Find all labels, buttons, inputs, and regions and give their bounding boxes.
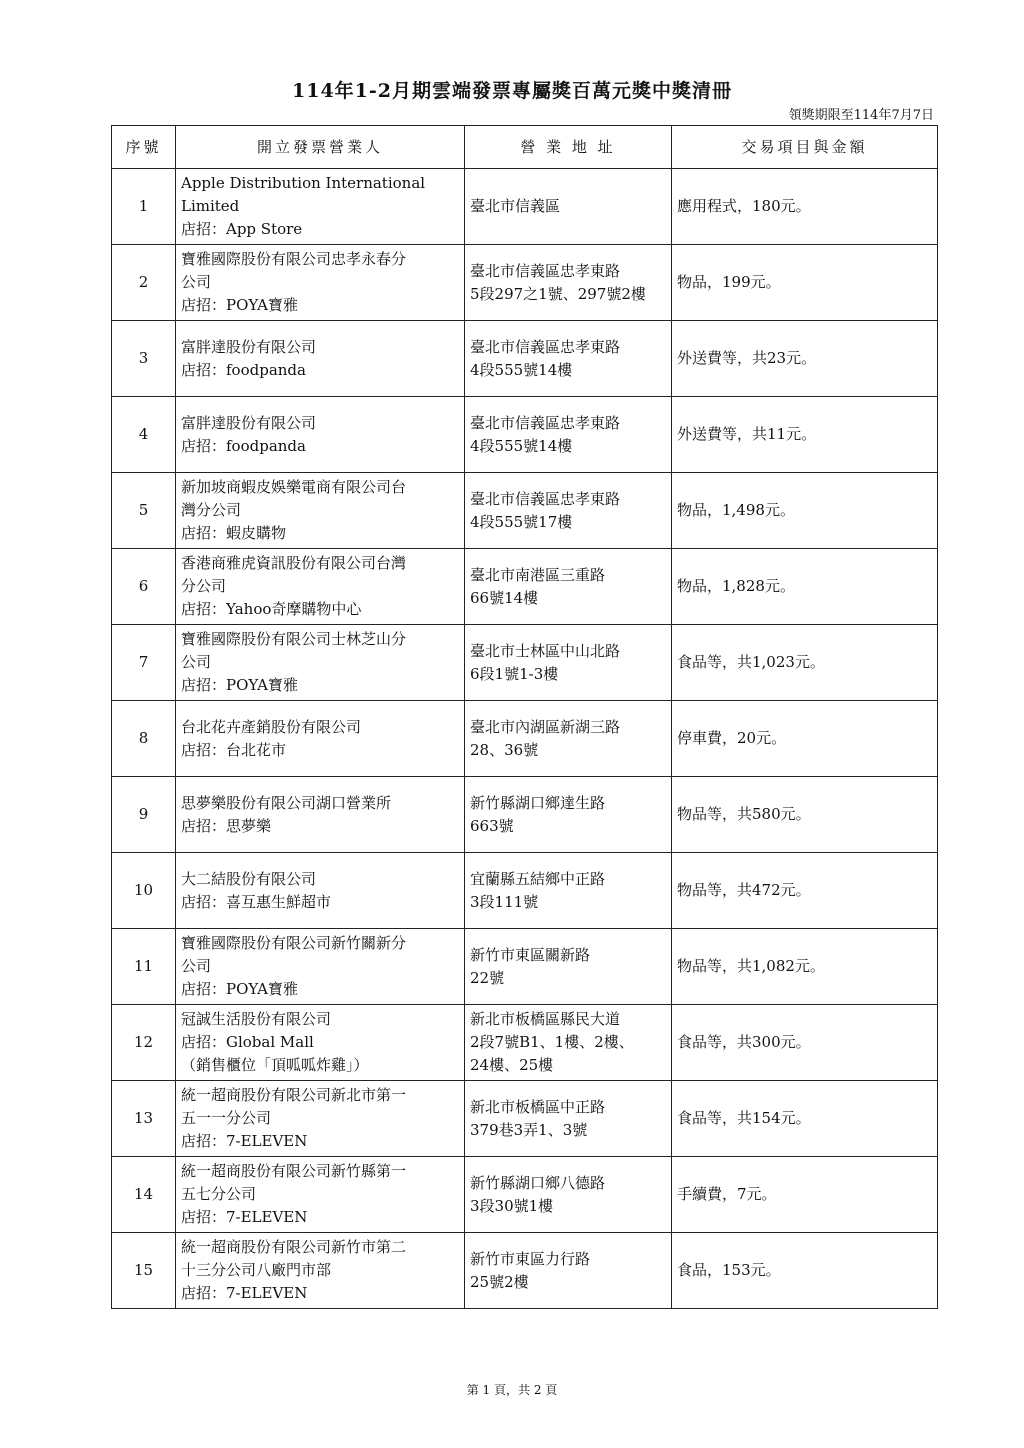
table-row	[112, 245, 938, 321]
address-cell	[465, 1005, 672, 1081]
address-line: 22號	[470, 968, 505, 987]
merchant-cell	[176, 397, 465, 473]
address-cell	[465, 1081, 672, 1157]
address-line: 66號14樓	[470, 588, 539, 607]
merchant-line: 店招：台北花市	[181, 740, 287, 759]
table-row	[112, 929, 938, 1005]
address-line: 臺北市信義區忠孝東路	[470, 413, 621, 432]
item-amount-cell: 物品等，共1,082元。	[672, 929, 938, 1005]
merchant-line: 店招：App Store	[181, 220, 303, 238]
address-line: 3段30號1樓	[470, 1196, 554, 1215]
merchant-line: 五七分公司	[181, 1185, 257, 1203]
address-line: 6段1號1-3樓	[470, 664, 559, 683]
table-row	[112, 397, 938, 473]
address-line: 379巷3弄1、3號	[470, 1120, 588, 1139]
address-cell	[465, 777, 672, 853]
merchant-line: 店招：7-ELEVEN	[181, 1284, 308, 1302]
merchant-line: 店招：Yahoo奇摩購物中心	[181, 600, 362, 618]
address-cell	[465, 625, 672, 701]
address-line: 臺北市南港區三重路	[470, 565, 606, 584]
claim-deadline: 領獎期限至114年7月7日	[788, 108, 934, 123]
page-title: 114年1-2月期雲端發票專屬獎百萬元獎中獎清冊	[292, 80, 732, 102]
address-line: 新竹縣湖口鄉達生路	[470, 793, 606, 812]
table-row	[112, 1233, 938, 1309]
item-amount-cell: 物品等，共580元。	[672, 777, 938, 853]
merchant-line: 統一超商股份有限公司新北市第一	[181, 1086, 407, 1104]
table-row	[112, 777, 938, 853]
merchant-line: 店招：思夢樂	[181, 816, 272, 835]
merchant-line: 分公司	[181, 577, 227, 595]
row-number: 13	[112, 1081, 176, 1157]
merchant-cell	[176, 1233, 465, 1309]
address-line: 宜蘭縣五結鄉中正路	[470, 869, 606, 888]
row-number: 2	[112, 245, 176, 321]
merchant-line: 店招：7-ELEVEN	[181, 1132, 308, 1150]
merchant-cell	[176, 625, 465, 701]
address-line: 663號	[470, 816, 514, 835]
item-amount-cell: 手續費，7元。	[672, 1157, 938, 1233]
address-line: 新北市板橋區中正路	[470, 1097, 606, 1116]
item-amount-cell: 食品等，共154元。	[672, 1081, 938, 1157]
merchant-cell	[176, 169, 465, 245]
table-header-row	[112, 126, 938, 169]
merchant-cell	[176, 1005, 465, 1081]
address-line: 新北市板橋區縣民大道	[470, 1010, 621, 1028]
address-line: 新竹市東區力行路	[470, 1249, 591, 1268]
row-number: 15	[112, 1233, 176, 1309]
row-number: 3	[112, 321, 176, 397]
address-line: 2段7號B1、1樓、2樓、	[470, 1033, 634, 1051]
header-seq: 序號	[112, 126, 176, 169]
table-row	[112, 853, 938, 929]
table-row	[112, 1005, 938, 1081]
merchant-cell	[176, 473, 465, 549]
address-line: 28、36號	[470, 740, 539, 759]
merchant-cell	[176, 321, 465, 397]
merchant-line: 統一超商股份有限公司新竹縣第一	[181, 1162, 407, 1180]
merchant-line: 大二結股份有限公司	[181, 869, 317, 888]
row-number: 9	[112, 777, 176, 853]
address-line: 3段111號	[470, 892, 539, 911]
merchant-cell	[176, 245, 465, 321]
row-number: 7	[112, 625, 176, 701]
row-number: 8	[112, 701, 176, 777]
row-number: 5	[112, 473, 176, 549]
address-line: 臺北市內湖區新湖三路	[470, 717, 621, 736]
merchant-line: （銷售櫃位「頂呱呱炸雞」）	[181, 1056, 369, 1074]
address-line: 25號2樓	[470, 1272, 529, 1291]
merchant-line: 店招：喜互惠生鮮超市	[181, 892, 332, 911]
merchant-line: 公司	[181, 653, 212, 671]
merchant-line: Limited	[181, 197, 240, 215]
header-merchant: 開立發票營業人	[176, 126, 465, 169]
address-line: 新竹市東區關新路	[470, 945, 591, 964]
item-amount-cell: 應用程式，180元。	[672, 169, 938, 245]
table-row	[112, 625, 938, 701]
table-row	[112, 169, 938, 245]
header-address: 營 業 地 址	[465, 126, 672, 169]
merchant-line: 灣分公司	[181, 501, 242, 519]
address-cell	[465, 473, 672, 549]
merchant-line: 思夢樂股份有限公司湖口營業所	[181, 793, 392, 812]
merchant-cell	[176, 777, 465, 853]
merchant-line: 富胖達股份有限公司	[181, 337, 317, 356]
item-amount-cell: 物品，1,828元。	[672, 549, 938, 625]
item-amount-cell: 外送費等，共11元。	[672, 397, 938, 473]
merchant-cell	[176, 929, 465, 1005]
item-amount-cell: 物品，1,498元。	[672, 473, 938, 549]
row-number: 6	[112, 549, 176, 625]
merchant-line: 台北花卉產銷股份有限公司	[181, 717, 362, 736]
row-number: 10	[112, 853, 176, 929]
merchant-line: 店招：蝦皮購物	[181, 524, 287, 542]
merchant-line: 店招：Global Mall	[181, 1033, 314, 1051]
item-amount-cell: 物品，199元。	[672, 245, 938, 321]
address-cell	[465, 397, 672, 473]
address-line: 4段555號17樓	[470, 512, 573, 531]
merchant-cell	[176, 549, 465, 625]
address-line: 4段555號14樓	[470, 436, 573, 455]
item-amount-cell: 外送費等，共23元。	[672, 321, 938, 397]
merchant-line: 店招：POYA寶雅	[181, 296, 298, 314]
item-amount-cell: 食品等，共1,023元。	[672, 625, 938, 701]
table-row	[112, 1157, 938, 1233]
merchant-line: 店招：foodpanda	[181, 436, 306, 455]
merchant-line: 店招：POYA寶雅	[181, 676, 298, 694]
address-cell	[465, 169, 672, 245]
row-number: 1	[112, 169, 176, 245]
merchant-line: 寶雅國際股份有限公司忠孝永春分	[181, 250, 407, 268]
item-amount-cell: 食品等，共300元。	[672, 1005, 938, 1081]
merchant-line: 寶雅國際股份有限公司新竹關新分	[181, 934, 407, 952]
address-cell	[465, 321, 672, 397]
page-footer: 第 1 頁，共 2 頁	[466, 1383, 558, 1397]
address-line: 新竹縣湖口鄉八德路	[470, 1173, 606, 1192]
row-number: 12	[112, 1005, 176, 1081]
item-amount-cell: 物品等，共472元。	[672, 853, 938, 929]
address-line: 臺北市士林區中山北路	[470, 641, 621, 660]
address-cell	[465, 1233, 672, 1309]
merchant-line: 統一超商股份有限公司新竹市第二	[181, 1238, 407, 1256]
address-cell	[465, 929, 672, 1005]
address-line: 臺北市信義區	[470, 197, 561, 215]
address-line: 4段555號14樓	[470, 360, 573, 379]
merchant-cell	[176, 1081, 465, 1157]
table-body	[112, 169, 938, 1309]
address-cell	[465, 549, 672, 625]
merchant-line: Apple Distribution International	[181, 174, 426, 192]
merchant-line: 公司	[181, 273, 212, 291]
item-amount-cell: 食品，153元。	[672, 1233, 938, 1309]
address-line: 24樓、25樓	[470, 1056, 554, 1074]
row-number: 4	[112, 397, 176, 473]
address-line: 5段297之1號、297號2樓	[470, 284, 646, 303]
merchant-line: 新加坡商蝦皮娛樂電商有限公司台	[181, 478, 407, 496]
address-line: 臺北市信義區忠孝東路	[470, 489, 621, 508]
merchant-line: 店招：7-ELEVEN	[181, 1208, 308, 1226]
merchant-line: 公司	[181, 957, 212, 975]
address-cell	[465, 1157, 672, 1233]
address-cell	[465, 701, 672, 777]
table-row	[112, 1081, 938, 1157]
merchant-line: 富胖達股份有限公司	[181, 413, 317, 432]
merchant-cell	[176, 701, 465, 777]
merchant-cell	[176, 1157, 465, 1233]
header-item: 交易項目與金額	[672, 126, 938, 169]
table-row	[112, 321, 938, 397]
merchant-line: 寶雅國際股份有限公司士林芝山分	[181, 630, 407, 648]
item-amount-cell: 停車費，20元。	[672, 701, 938, 777]
address-cell	[465, 853, 672, 929]
merchant-line: 店招：foodpanda	[181, 360, 306, 379]
address-line: 臺北市信義區忠孝東路	[470, 261, 621, 280]
table-row	[112, 549, 938, 625]
row-number: 11	[112, 929, 176, 1005]
table-row	[112, 473, 938, 549]
merchant-line: 香港商雅虎資訊股份有限公司台灣	[181, 554, 407, 572]
merchant-line: 店招：POYA寶雅	[181, 980, 298, 998]
merchant-line: 十三分公司八廠門市部	[181, 1261, 332, 1279]
address-cell	[465, 245, 672, 321]
row-number: 14	[112, 1157, 176, 1233]
table-row	[112, 701, 938, 777]
winners-table	[111, 125, 938, 1309]
merchant-cell	[176, 853, 465, 929]
merchant-line: 冠誠生活股份有限公司	[181, 1010, 332, 1028]
merchant-line: 五一一分公司	[181, 1109, 272, 1127]
address-line: 臺北市信義區忠孝東路	[470, 337, 621, 356]
